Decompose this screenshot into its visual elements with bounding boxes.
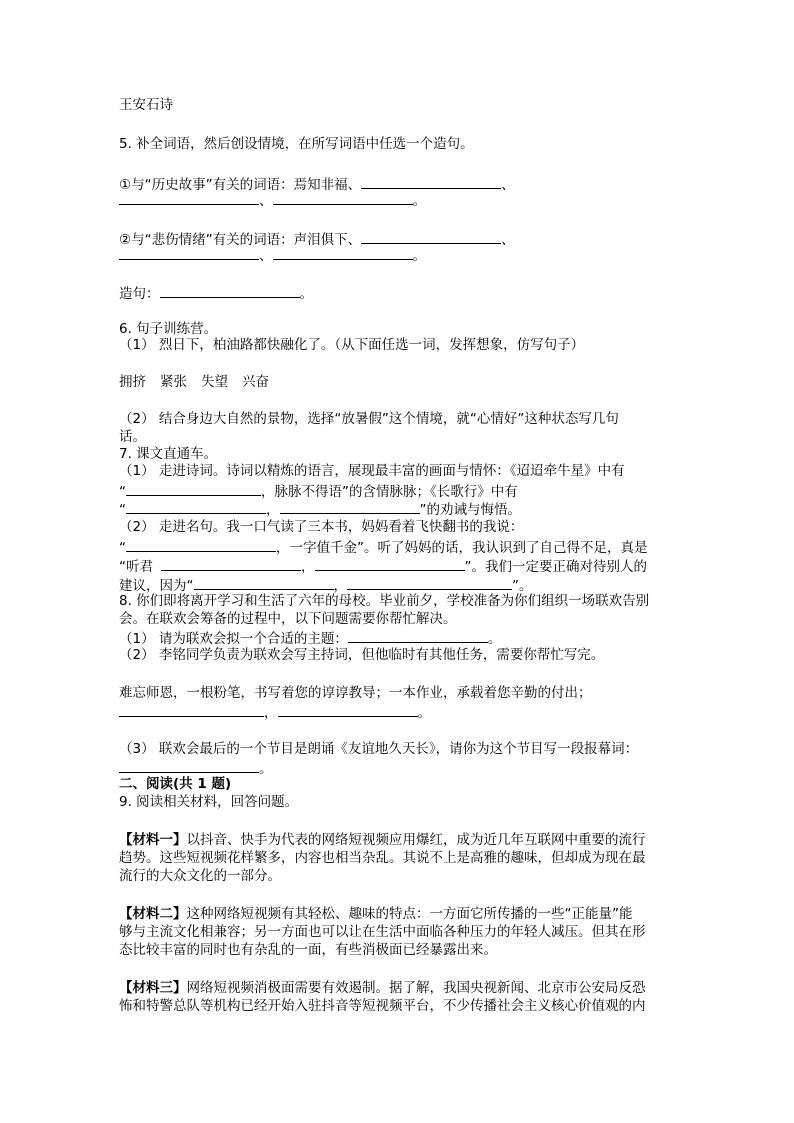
answer-blank[interactable] [119,758,259,773]
material2-text: 这种网络短视频有其轻松、趣味的特点：一方面它所传播的一些“正能量”能 [186,906,633,922]
answer-blank[interactable] [119,245,259,260]
period: 。 [417,705,431,721]
q5-sentence-prefix: 造句： [119,286,160,302]
q6-word-list [119,373,269,391]
answer-blank[interactable] [126,481,261,496]
material2-line1 [119,905,633,923]
q8-2-text: 难忘师恩，一根粉笔，书写着您的谆谆教导；一本作业，承载着您辛勤的付出； [119,685,592,701]
answer-blank[interactable] [126,499,266,514]
separator: 、 [501,232,515,248]
answer-blank[interactable] [361,229,501,244]
answer-blank[interactable] [119,190,259,205]
answer-blank[interactable] [347,575,512,590]
open-quote: “ [119,484,126,500]
answer-blank[interactable] [361,174,501,189]
answer-blank[interactable] [273,245,413,260]
answer-blank[interactable] [348,628,488,643]
q6-1: （1） 烈日下，柏油路都快融化了。（从下面任选一词，发挥想象，仿写句子） [119,337,585,353]
material3-line2: 怖和特警总队等机构已经开始入驻抖音等短视频平台，不少传播社会主义核心价值观的内 [119,998,646,1014]
separator: ， [266,502,280,518]
material1-line3: 流行的大众文化的一部分。 [119,868,281,884]
q7-2-line1: （2） 走进名句。我一口气读了三本书，妈妈看着飞快翻书的我说： [119,519,524,535]
q7-2-line4-end: ”。 [512,578,533,594]
material1-line1 [119,831,646,849]
material2-label: 【材料二】 [119,906,187,922]
q7-2-line4-prefix: 建议，因为“ [119,578,194,594]
q7-2-line3-rest: ”。我们一定要正确对待别人的 [464,559,647,575]
material3-label: 【材料三】 [119,980,187,996]
q5-sentence-line [119,283,313,303]
open-quote: “ [119,502,126,518]
material1-label: 【材料一】 [119,832,187,848]
answer-blank[interactable] [278,702,418,717]
q5-item2-line2 [119,245,426,265]
material1-line2: 趋势。这些短视频花样繁多，内容也相当杂乱。其说不上是高雅的趣味，但却成为现在最 [119,850,646,866]
separator: 、 [259,248,273,264]
period: 。 [412,248,426,264]
period: 。 [412,193,426,209]
word-option: 兴奋 [242,374,269,390]
period: 。 [259,761,273,777]
poem-title-line: 王安石诗 [119,97,173,113]
q5-item1-line2 [119,190,426,210]
material3-line1 [119,979,646,997]
material3-text: 网络短视频消极面需要有效遏制。据了解，我国央视新闻、北京市公安局反恐 [186,980,646,996]
q8-2-line: （2） 李铭同学负责为联欢会写主持词，但他临时有其他任务，需要你帮忙写完。 [119,647,605,663]
q7-1-line2 [119,481,518,501]
q9-stem: 9. 阅读相关材料，回答问题。 [119,794,299,810]
word-option: 紧张 [160,374,187,390]
period: 。 [299,286,313,302]
q8-1-prefix: （1） 请为联欢会拟一个合适的主题： [119,631,348,647]
q6-2-line2: 话。 [119,429,146,445]
q6-stem: 6. 句子训练营。 [119,321,218,337]
q5-item2-prefix: ②与“悲伤情绪”有关的词语：声泪俱下、 [119,232,362,248]
material2-line3: 态比较丰富的同时也有杂乱的一面，有些消极面已经暴露出来。 [119,942,497,958]
separator: ， [333,578,347,594]
q6-2-line1: （2） 结合身边大自然的景物，选择“放暑假”这个情境，就“心情好”这种状态写几句 [119,411,619,427]
answer-blank[interactable] [315,556,465,571]
separator: ， [301,559,315,575]
q7-1-line3 [119,499,521,519]
q7-stem: 7. 课文直通车。 [119,446,218,462]
period: 。 [487,631,502,647]
q8-3-line: （3） 联欢会最后的一个节目是朗诵《友谊地久天长》，请你为这个节目写一段报幕词： [119,741,639,757]
word-option: 失望 [201,374,228,390]
answer-blank[interactable] [126,537,276,552]
q5-stem: 5. 补全词语，然后创设情境，在所写词语中任选一个造句。 [119,136,474,152]
section-heading-reading: 二、阅读(共 1 题) [119,776,232,792]
q7-1-line2-rest: ，脉脉不得语”的含情脉脉；《长歌行》中有 [261,484,518,500]
q8-1-line [119,628,501,648]
answer-blank[interactable] [273,190,413,205]
material1-text: 以抖音、快手为代表的网络短视频应用爆红，成为近几年互联网中重要的流行 [186,832,646,848]
q7-1-line3-rest: ”的劝诫与悔悟。 [419,502,521,518]
answer-blank[interactable] [194,575,334,590]
open-quote: “ [119,540,126,556]
answer-blank[interactable] [161,556,301,571]
q7-2-line2 [119,537,648,557]
separator: 、 [501,177,515,193]
material2-line2: 够与主流文化相兼容；另一方面也可以让在生活中面临各种压力的年轻人减压。但其在形 [119,924,646,940]
q7-1-line1: （1） 走进诗词。诗词以精炼的语言，展现最丰富的画面与情怀：《迢迢牵牛星》中有 [119,463,625,479]
q8-line2: 会。在联欢会筹备的过程中，以下问题需要你帮忙解决。 [119,611,457,627]
separator: ， [264,705,278,721]
answer-blank[interactable] [280,499,420,514]
q7-2-line2-rest: ，一字值千金”。听了妈妈的话，我认识到了自己得不足，真是 [276,540,648,556]
q8-line1: 8. 你们即将离开学习和生活了六年的母校。毕业前夕，学校准备为你们组织一场联欢告别 [119,593,650,609]
q8-2-blanks [119,702,431,722]
q5-item1-prefix: ①与“历史故事”有关的词语：焉知非福、 [119,177,362,193]
q7-2-line3-prefix: “听君 [119,559,153,575]
word-option: 拥挤 [119,374,146,390]
answer-blank[interactable] [119,702,264,717]
separator: 、 [259,193,273,209]
q7-2-line3 [119,556,647,576]
answer-blank[interactable] [160,283,300,298]
